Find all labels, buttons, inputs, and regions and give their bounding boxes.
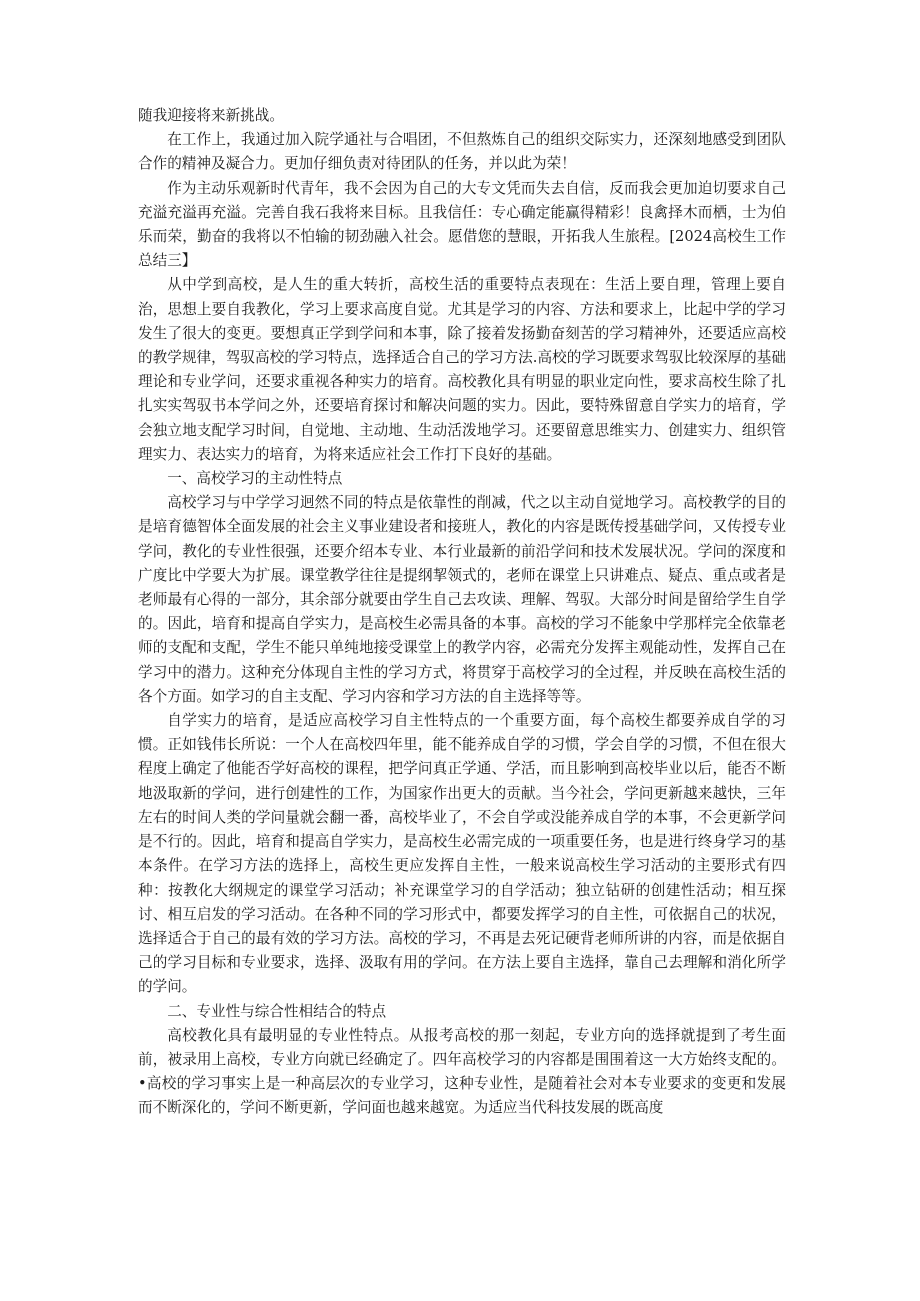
section-heading-1: 一、高校学习的主动性特点 [167,470,343,488]
document-body [138,104,786,1121]
paragraph-work: 在工作上，我通过加入院学通社与合唱团，不但熬炼自己的组织交际实力，还深刻地感受到团队合作的精神及凝合力。更加仔细负责对待团队的任务，并以此为荣！ [138,131,786,173]
paragraph-continuation: 随我迎接将来新挑战。 [138,107,284,124]
paragraph-self-confidence: 作为主动乐观新时代青年，我不会因为自己的大专文凭而失去自信，反而我会更加迫切要求自己充溢充溢再充溢。完善自我石我将来目标。且我信任：专心确定能赢得精彩！良禽择木而栖，士为伯乐而荣，勤奋的我将以不怕输的韧劲融入社会。愿借您的慧眼，开拓我人生旅程。[2024高校生工作总结三】 [138,179,786,270]
paragraph-transition: 从中学到高校，是人生的重大转折，高校生活的重要特点表现在：生活上要自理，管理上要自治，思想上要自我教化，学习上要求高度自觉。尤其是学习的内容、方法和要求上，比起中学的学习发生了很大的变更。要想真正学到学问和本事，除了接着发扬勤奋刻苦的学习精神外，还要适应高校的教学规律，驾驭高校的学习特点，选择适合自己的学习方法.高校的学习既要求驾驭比较深厚的基础理论和专业学问，还要求重视各种实力的培育。高校教化具有明显的职业定向性，要求高校生除了扎扎实实驾驭书本学问之外，还要培育探讨和解决问题的实力。因此，要特殊留意自学实力的培育，学会独立地支配学习时间，自觉地、主动地、生动活泼地学习。还要留意思维实力、创建实力、组织管理实力、表达实力的培育，为将来适应社会工作打下良好的基础。 [138,276,786,463]
paragraph-self-study: 自学实力的培育，是适应高校学习自主性特点的一个重要方面，每个高校生都要养成自学的习惯。正如钱伟长所说：一个人在高校四年里，能不能养成自学的习惯，学会自学的习惯，不但在很大程度上确定了他能否学好高校的课程，把学问真正学通、学活，而且影响到高校毕业以后，能否不断地汲取新的学问，进行创建性的工作，为国家作出更大的贡献。当今社会，学问更新越来越快，三年左右的时间人类的学问量就会翻一番，高校毕业了，不会自学或没能养成自学的本事，不会更新学问是不行的。因此，培育和提高自学实力，是高校生必需完成的一项重要任务，也是进行终身学习的基本条件。在学习方法的选择上，高校生更应发挥自主性，一般来说高校生学习活动的主要形式有四种：按教化大纲规定的课堂学习活动；补充课堂学习的自学活动；独立钻研的创建性活动；相互探讨、相互启发的学习活动。在各种不同的学习形式中，都要发挥学习的自主性，可依据自己的状况，选择适合于自己的最有效的学习方法。高校的学习，不再是去死记硬背老师所讲的内容，而是依据自己的学习目标和专业要求，选择、汲取有用的学问。在方法上要自主选择，靠自己去理解和消化所学的学问。 [138,712,786,996]
paragraph-initiative: 高校学习与中学学习迥然不同的特点是依靠性的削减，代之以主动自觉地学习。高校教学的目的是培育德智体全面发展的社会主义事业建设者和接班人，教化的内容是既传授基础学问，又传授专业学问，教化的专业性很强，还要介绍本专业、本行业最新的前沿学问和技术发展状况。学问的深度和广度比中学要大为扩展。课堂教学往往是提纲挈领式的，老师在课堂上只讲难点、疑点、重点或者是老师最有心得的一部分，其余部分就要由学生自己去攻读、理解、驾驭。大部分时间是留给学生自学的。因此，培育和提高自学实力，是高校生必需具备的本事。高校的学习不能象中学那样完全依靠老师的支配和支配，学生不能只单纯地接受课堂上的教学内容，必需充分发挥主观能动性，发挥自己在学习中的潜力。这种充分体现自主性的学习方式，将贯穿于高校学习的全过程，并反映在高校生活的各个方面。如学习的自主支配、学习内容和学习方法的自主选择等等。 [138,494,786,705]
section-heading-2: 二、专业性与综合性相结合的特点 [167,1002,387,1020]
paragraph-specialization: 高校教化具有最明显的专业性特点。从报考高校的那一刻起，专业方向的选择就提到了考生面前，被录用上高校，专业方向就已经确定了。四年高校学习的内容都是围围着这一大方始终支配的。•高校的学习事实上是一种高层次的专业学习，这种专业性，是随着社会对本专业要求的变更和发展而不断深化的，学问不断更新，学问面也越来越宽。为适应当代科技发展的既高度 [138,1026,786,1117]
